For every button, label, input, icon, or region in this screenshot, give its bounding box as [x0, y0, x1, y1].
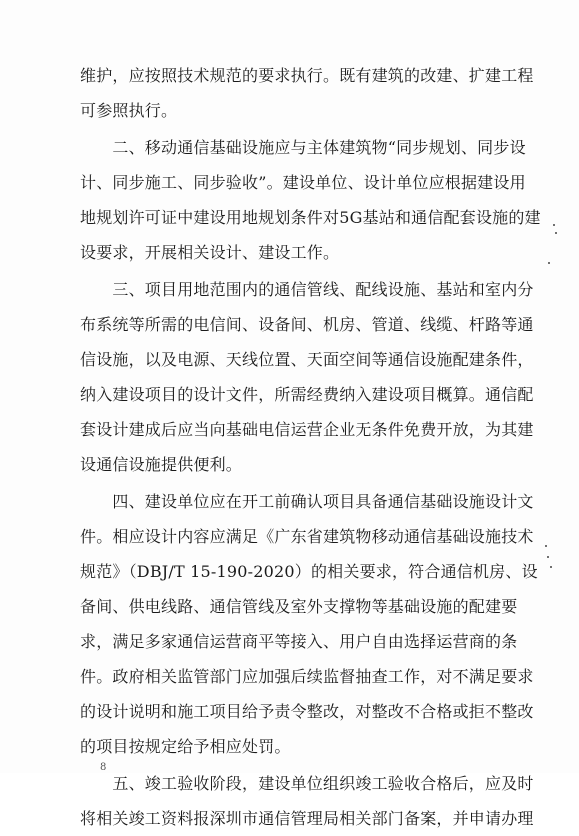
text-line: 五、竣工验收阶段，建设单位组织竣工验收合格后，应及时: [80, 774, 534, 793]
text-line: 求，满足多家通信运营商平等接入、用户自由选择运营商的条: [80, 632, 518, 651]
page-number: 8: [100, 762, 107, 773]
scan-speck: [550, 566, 552, 568]
paragraph-2: [80, 130, 541, 270]
text-line: 四、建设单位应在开工前确认项目具备通信基础设施设计文: [80, 492, 534, 511]
paragraph-3: [80, 272, 534, 482]
text-line: 规范》（DBJ/T 15-190-2020）的相关要求，符合通信机房、设: [80, 562, 538, 581]
paragraph-4: [80, 484, 538, 764]
text-line: 地规划许可证中建设用地规划条件对5G基站和通信配套设施的建: [80, 208, 541, 227]
text-line: 布系统等所需的电信间、设备间、机房、管道、线缆、杆路等通: [80, 315, 534, 334]
paragraph-5: [80, 766, 534, 836]
text-line: 可参照执行。: [80, 101, 178, 120]
paragraph-1: [80, 58, 534, 128]
scan-speck: [555, 232, 557, 234]
text-line: 备间、供电线路、通信管线及室外支撑物等基础设施的配建要: [80, 597, 518, 616]
text-line: 信设施，以及电源、天线位置、天面空间等通信设施配建条件，: [80, 350, 534, 369]
scan-speck: [553, 224, 555, 226]
text-line: 三、项目用地范围内的通信管线、配线设施、基站和室内分: [80, 280, 534, 299]
text-line: 纳入建设项目的设计文件，所需经费纳入建设项目概算。通信配: [80, 385, 534, 404]
text-line: 件。相应设计内容应满足《广东省建筑物移动通信基础设施技术: [80, 527, 534, 546]
text-line: 将相关竣工资料报深圳市通信管理局相关部门备案，并申请办理: [80, 809, 534, 828]
scan-speck: [548, 262, 550, 264]
text-line: 的设计说明和施工项目给予责令整改，对整改不合格或拒不整改: [80, 702, 534, 721]
text-line: 设通信设施提供便利。: [80, 455, 243, 474]
text-line: 设要求，开展相关设计、建设工作。: [80, 243, 340, 262]
text-line: 件。政府相关监管部门应加强后续监督抽查工作，对不满足要求: [80, 667, 534, 686]
text-line: 维护，应按照技术规范的要求执行。既有建筑的改建、扩建工程: [80, 66, 534, 85]
document-body: [80, 58, 541, 836]
scan-speck: [547, 556, 549, 558]
text-line: 计、同步施工、同步验收”。建设单位、设计单位应根据建设用: [80, 173, 526, 192]
text-line: 的项目按规定给予相应处罚。: [80, 737, 291, 756]
text-line: 套设计建成后应当向基础电信运营企业无条件免费开放，为其建: [80, 420, 534, 439]
scan-speck: [545, 545, 547, 547]
text-line: 二、移动通信基础设施应与主体建筑物“同步规划、同步设: [80, 138, 526, 157]
